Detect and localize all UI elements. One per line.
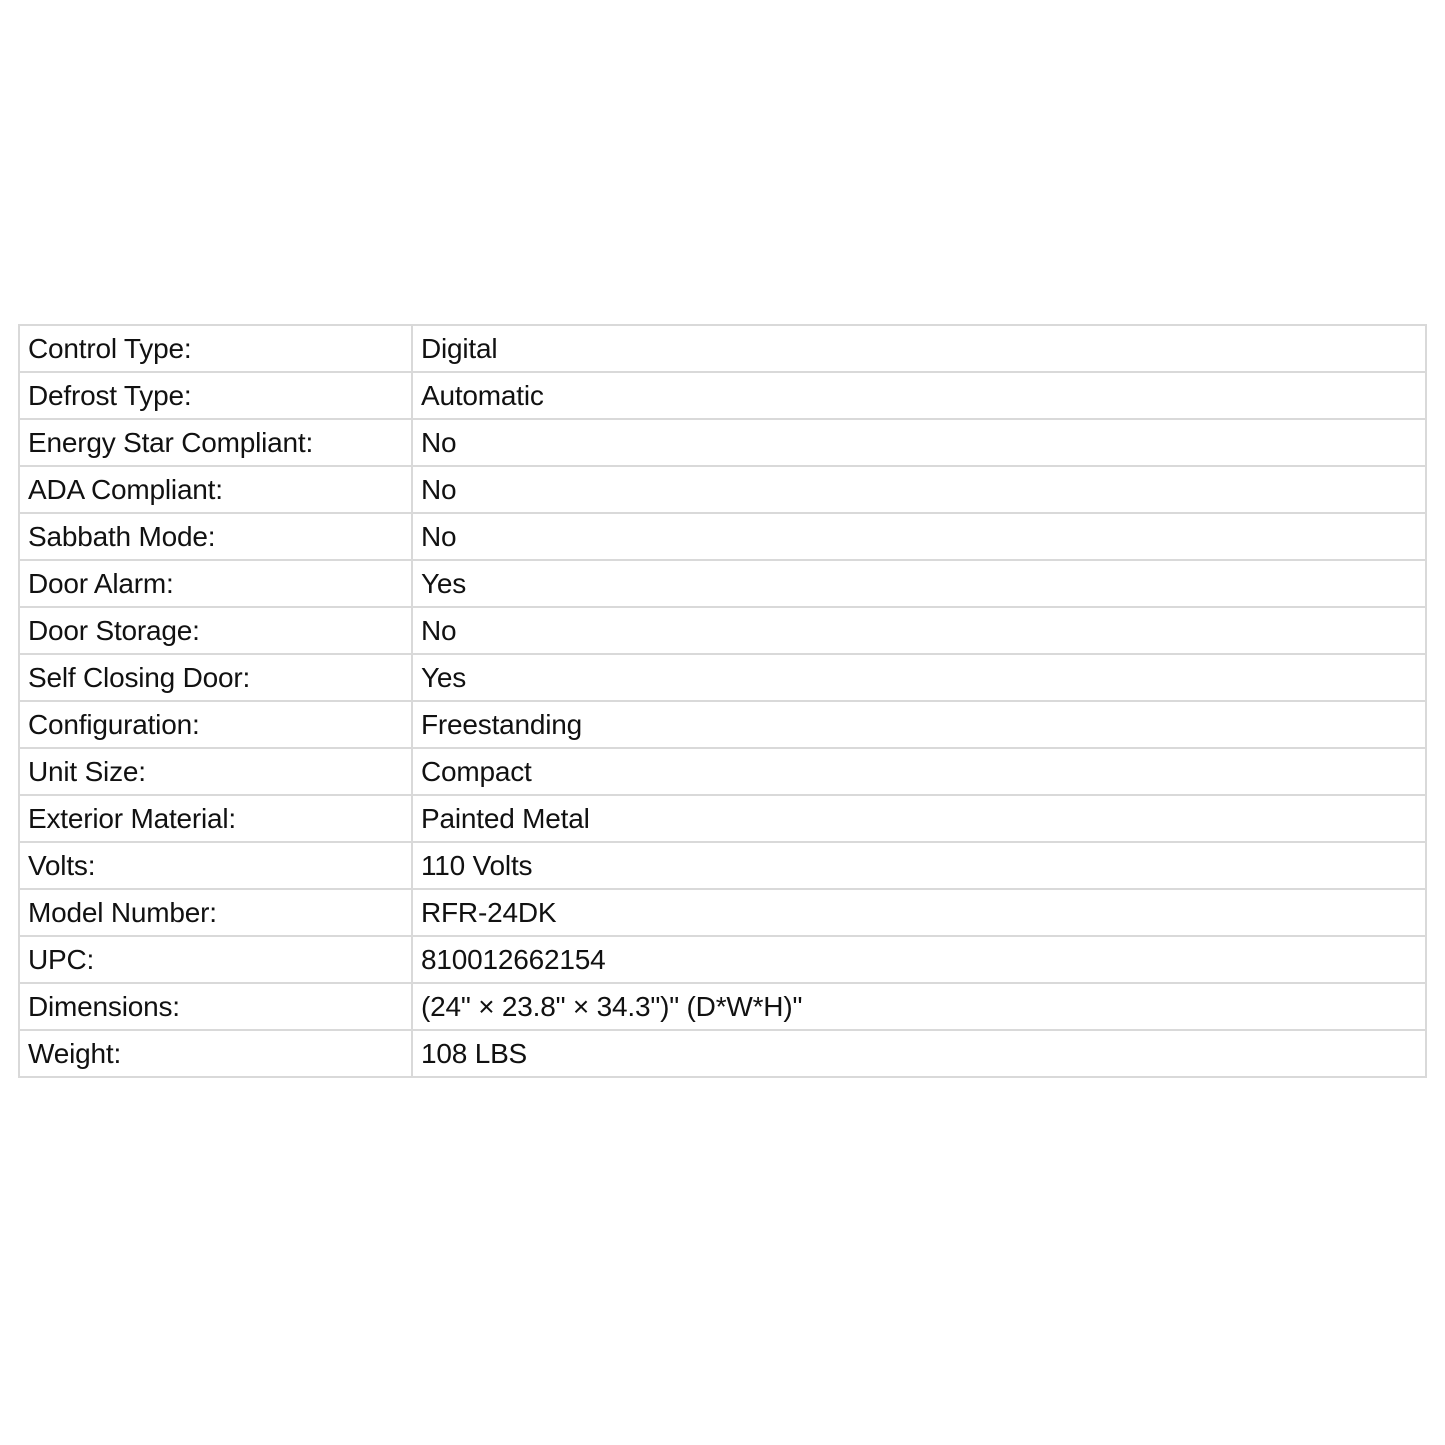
spec-label: ADA Compliant: bbox=[19, 466, 412, 513]
table-row bbox=[19, 842, 1426, 889]
spec-value: Painted Metal bbox=[412, 795, 1426, 842]
spec-label: Energy Star Compliant: bbox=[19, 419, 412, 466]
spec-table bbox=[18, 324, 1427, 1078]
table-row bbox=[19, 372, 1426, 419]
table-row bbox=[19, 560, 1426, 607]
spec-value: Yes bbox=[412, 560, 1426, 607]
spec-value: Digital bbox=[412, 325, 1426, 372]
spec-value: No bbox=[412, 607, 1426, 654]
spec-value: No bbox=[412, 513, 1426, 560]
table-row bbox=[19, 795, 1426, 842]
table-row bbox=[19, 325, 1426, 372]
spec-label: Model Number: bbox=[19, 889, 412, 936]
table-row bbox=[19, 654, 1426, 701]
spec-value: Automatic bbox=[412, 372, 1426, 419]
table-row bbox=[19, 1030, 1426, 1077]
spec-value: No bbox=[412, 419, 1426, 466]
spec-value: Freestanding bbox=[412, 701, 1426, 748]
spec-label: Dimensions: bbox=[19, 983, 412, 1030]
spec-label: UPC: bbox=[19, 936, 412, 983]
spec-value: Compact bbox=[412, 748, 1426, 795]
table-row bbox=[19, 936, 1426, 983]
spec-value: 110 Volts bbox=[412, 842, 1426, 889]
spec-label: Volts: bbox=[19, 842, 412, 889]
spec-value: (24" × 23.8" × 34.3")" (D*W*H)" bbox=[412, 983, 1426, 1030]
table-row bbox=[19, 983, 1426, 1030]
spec-value: 108 LBS bbox=[412, 1030, 1426, 1077]
spec-label: Exterior Material: bbox=[19, 795, 412, 842]
table-row bbox=[19, 607, 1426, 654]
table-row bbox=[19, 748, 1426, 795]
spec-value: Yes bbox=[412, 654, 1426, 701]
spec-label: Door Storage: bbox=[19, 607, 412, 654]
spec-value: RFR-24DK bbox=[412, 889, 1426, 936]
table-row bbox=[19, 701, 1426, 748]
table-row bbox=[19, 889, 1426, 936]
spec-value: 810012662154 bbox=[412, 936, 1426, 983]
spec-label: Self Closing Door: bbox=[19, 654, 412, 701]
spec-label: Defrost Type: bbox=[19, 372, 412, 419]
spec-label: Configuration: bbox=[19, 701, 412, 748]
table-row bbox=[19, 513, 1426, 560]
spec-label: Sabbath Mode: bbox=[19, 513, 412, 560]
spec-label: Control Type: bbox=[19, 325, 412, 372]
table-row bbox=[19, 466, 1426, 513]
spec-label: Door Alarm: bbox=[19, 560, 412, 607]
spec-value: No bbox=[412, 466, 1426, 513]
spec-label: Unit Size: bbox=[19, 748, 412, 795]
table-row bbox=[19, 419, 1426, 466]
spec-label: Weight: bbox=[19, 1030, 412, 1077]
